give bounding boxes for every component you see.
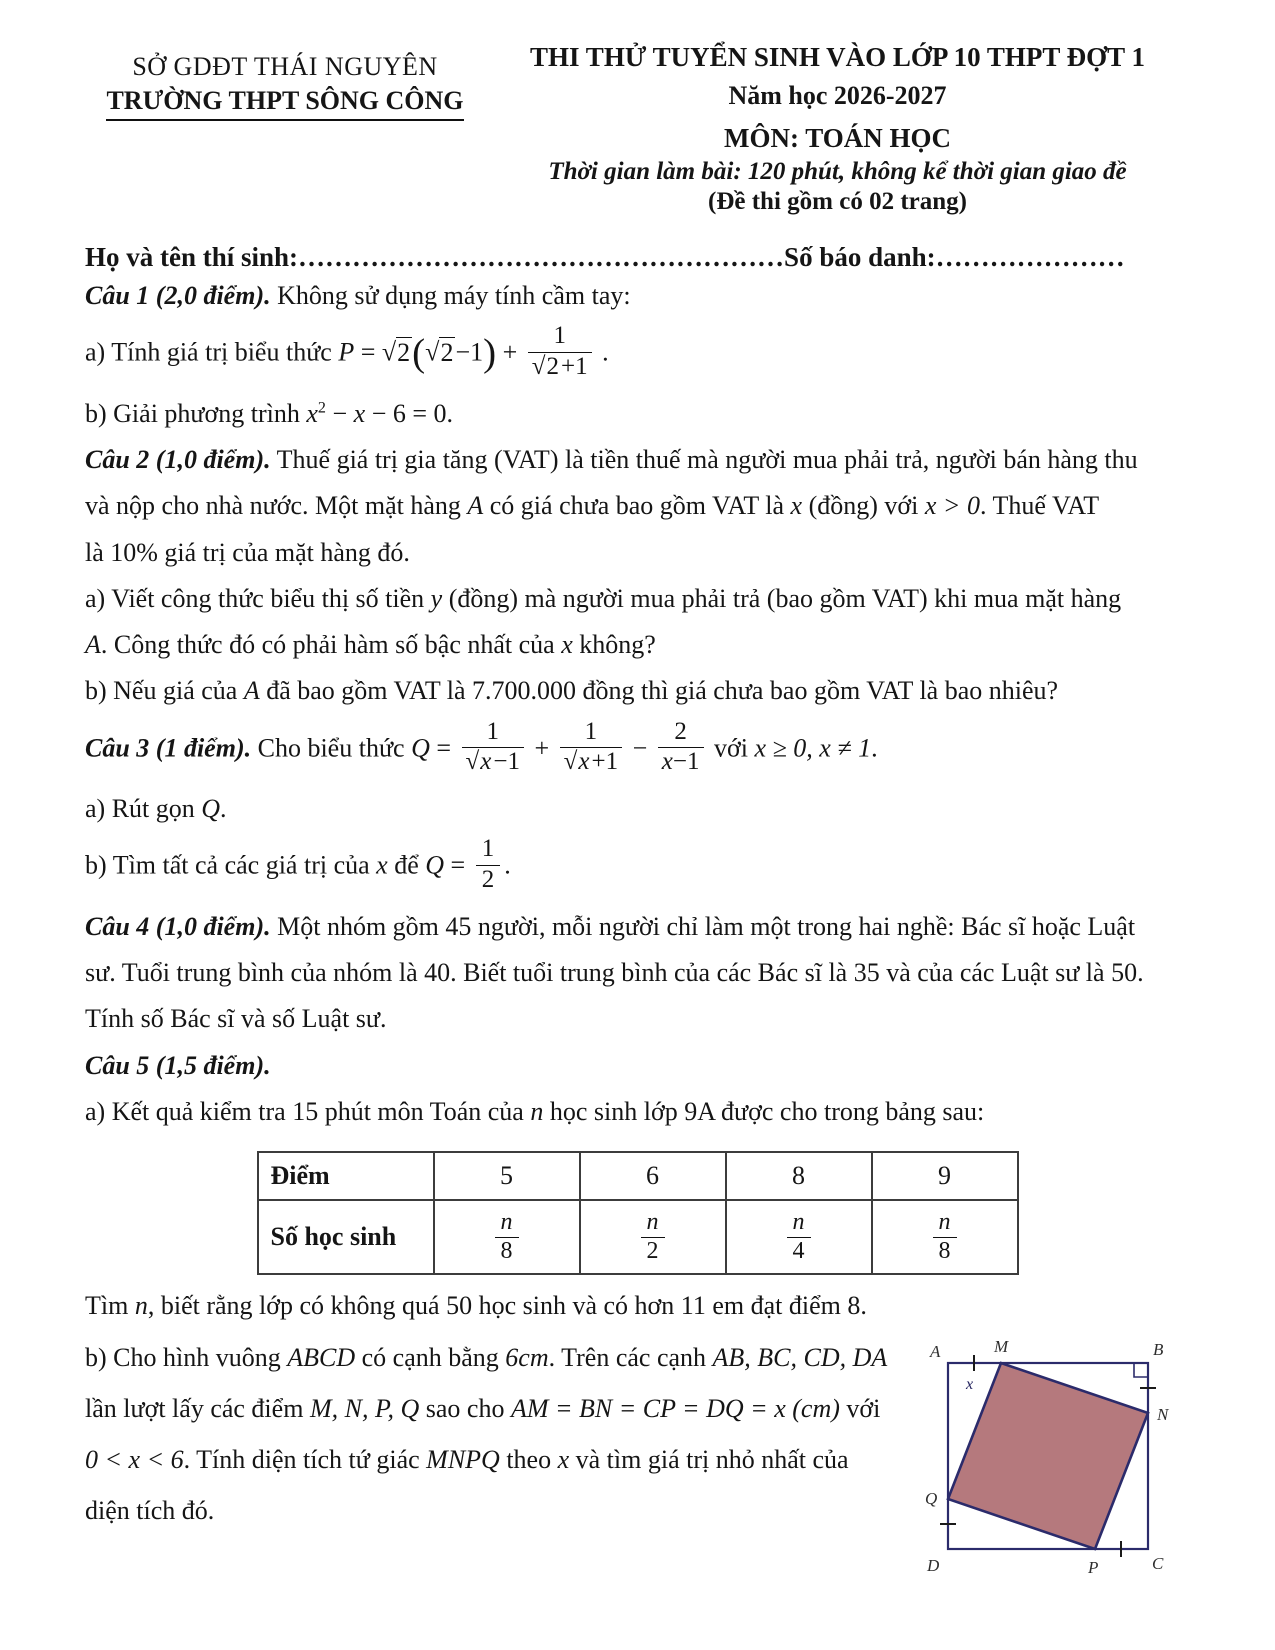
sides-list: AB, BC, CD, DA xyxy=(712,1343,888,1373)
var-A: A xyxy=(243,676,260,706)
find-text-1: Tìm xyxy=(85,1291,129,1321)
score-cell: 5 xyxy=(434,1152,580,1200)
score-cell: 8 xyxy=(726,1152,872,1200)
left-paren: ( xyxy=(412,331,426,375)
length-6cm: 6cm xyxy=(505,1343,549,1373)
q1a-prefix: a) Tính giá trị biểu thức xyxy=(85,337,332,367)
q2-line-2 xyxy=(85,483,1190,529)
sqrt-term xyxy=(382,337,412,367)
q5b-text-3b: . Tính diện tích tứ giác xyxy=(183,1444,420,1474)
radicand: 2 xyxy=(546,353,560,381)
numerator: n xyxy=(495,1209,519,1239)
q5b-text-1c: có cạnh bằng xyxy=(361,1343,499,1373)
points-list: M, N, P, Q xyxy=(309,1394,420,1424)
var-n: n xyxy=(134,1291,148,1321)
q3-intro: Cho biểu thức xyxy=(257,733,405,763)
q5b-line-1 xyxy=(85,1333,910,1384)
minus-sign: − xyxy=(632,733,648,763)
q3b-text-2: để xyxy=(394,851,419,881)
label-M: M xyxy=(994,1337,1009,1357)
score-row-label: Điểm xyxy=(258,1152,434,1200)
var-Q: Q xyxy=(201,794,221,824)
denominator xyxy=(462,748,524,777)
q4-heading: Câu 4 (1,0 điểm). xyxy=(85,911,271,941)
eq-sign: = xyxy=(436,733,452,763)
right-paren: ) xyxy=(483,331,497,375)
q1-heading-line xyxy=(85,273,1190,319)
duration-line: Thời gian làm bài: 120 phút, không kể thời gian giao đề xyxy=(548,158,1127,185)
label-B: B xyxy=(1153,1340,1164,1360)
q2b-line xyxy=(85,668,1190,714)
square-figure xyxy=(910,1333,1190,1601)
numerator: n xyxy=(933,1209,957,1239)
inequality-x: x > 0 xyxy=(924,491,980,521)
score-cell: 9 xyxy=(872,1152,1018,1200)
q5-heading: Câu 5 (1,5 điểm). xyxy=(85,1050,271,1080)
q2a-text-2: (đồng) mà người mua phải trả (bao gồm VAT) khi mua mặt hàng xyxy=(448,583,1122,613)
fraction xyxy=(560,718,622,778)
q5b-section xyxy=(85,1333,1190,1601)
q2-line-3: là 10% giá trị của mặt hàng đó. xyxy=(85,537,410,567)
numerator: n xyxy=(787,1209,811,1239)
count-cell xyxy=(872,1200,1018,1274)
label-N: N xyxy=(1157,1405,1169,1425)
count-cell xyxy=(580,1200,726,1274)
q4-line-3: Tính số Bác sĩ và số Luật sư. xyxy=(85,1004,387,1034)
denominator-tail: −1 xyxy=(493,748,520,776)
table-row-counts xyxy=(258,1200,1018,1274)
denominator-tail: −1 xyxy=(672,748,700,776)
q5b-text-3d: theo xyxy=(506,1444,552,1474)
q1a-var-P: P xyxy=(338,337,355,367)
fraction xyxy=(462,718,524,778)
label-C: C xyxy=(1152,1554,1164,1574)
q5b-text-2c: sao cho xyxy=(425,1394,505,1424)
radicand: x xyxy=(578,748,590,776)
var-A: A xyxy=(467,491,484,521)
issuing-authority-block xyxy=(85,42,485,121)
label-P: P xyxy=(1088,1558,1099,1578)
q4-line-1 xyxy=(85,904,1190,950)
numerator: 1 xyxy=(462,718,524,749)
q5b-text-3f: và tìm giá trị nhỏ nhất của xyxy=(575,1444,849,1474)
q5b-text-1a: b) Cho hình vuông xyxy=(85,1343,281,1373)
school-year: Năm học 2026-2027 xyxy=(728,81,947,110)
minus-one: −1 xyxy=(455,337,484,367)
q2-text-2a: và nộp cho nhà nước. Một mặt hàng xyxy=(85,491,461,521)
q5b-line-4: diện tích đó. xyxy=(85,1495,215,1525)
var-x: x xyxy=(561,630,573,660)
var-x: x xyxy=(353,398,366,428)
x-range: 0 < x < 6 xyxy=(85,1444,184,1474)
var-x: x xyxy=(376,851,388,881)
radicand: 2 xyxy=(440,337,454,367)
candidate-name-label: Họ và tên thí sinh: xyxy=(85,242,299,272)
q2-text-1: Thuế giá trị gia tăng (VAT) là tiền thuế mà người mua phải trả, người bán hàng thu xyxy=(276,445,1138,475)
label-Q: Q xyxy=(925,1489,938,1509)
q4-line-2: sư. Tuổi trung bình của nhóm là 40. Biết tuổi trung bình của các Bác sĩ là 35 và của các Luật sư là 50. xyxy=(85,958,1144,988)
q5b-text-2e: với xyxy=(846,1394,881,1424)
period: . xyxy=(220,794,227,824)
denominator xyxy=(560,748,622,777)
q2a-line-2 xyxy=(85,622,1190,668)
period: . xyxy=(602,337,609,367)
q5b-text-block xyxy=(85,1333,910,1601)
denominator-tail: +1 xyxy=(591,748,619,776)
with-word: với xyxy=(714,733,748,763)
candidate-id-label: Số báo danh: xyxy=(784,242,936,272)
q3b-line xyxy=(85,835,1190,898)
q3-heading: Câu 3 (1 điểm). xyxy=(85,733,252,763)
denominator-tail: +1 xyxy=(561,353,588,381)
q1-heading: Câu 1 (2,0 điểm). xyxy=(85,281,271,310)
q2-line-1 xyxy=(85,437,1190,483)
var-x: x xyxy=(557,1444,570,1474)
label-D: D xyxy=(927,1556,940,1576)
exponent: 2 xyxy=(317,399,326,417)
find-text-2: , biết rằng lớp có không quá 50 học sinh và có hơn 11 em đạt điểm 8. xyxy=(147,1291,867,1321)
q1-intro: Không sử dụng máy tính cầm tay: xyxy=(277,281,631,310)
q5b-line-3 xyxy=(85,1435,910,1486)
q5-find-line xyxy=(85,1283,1190,1329)
q2b-text-1: b) Nếu giá của xyxy=(85,676,238,706)
radicand: 2 xyxy=(397,337,411,367)
equation-tail: − 6 = 0 xyxy=(371,398,447,428)
numerator: n xyxy=(641,1209,665,1239)
candidate-id-blank: ………………… xyxy=(935,242,1125,272)
q2-text-2e: (đồng) với xyxy=(808,491,919,521)
var-ABCD: ABCD xyxy=(287,1343,356,1373)
q1a-eq: = xyxy=(360,337,376,367)
q2-heading: Câu 2 (1,0 điểm). xyxy=(85,445,271,475)
count-row-label: Số học sinh xyxy=(258,1200,434,1274)
denominator: 2 xyxy=(481,866,495,894)
department-name: SỞ GDĐT THÁI NGUYÊN xyxy=(132,52,438,81)
period: . xyxy=(504,851,511,881)
header xyxy=(85,42,1190,216)
radical-sign: √ xyxy=(381,337,397,367)
var-x: x xyxy=(661,748,673,776)
numerator: 1 xyxy=(476,835,501,866)
fraction xyxy=(658,718,704,778)
condition: x ≥ 0, x ≠ 1 xyxy=(754,733,872,763)
subject-line: MÔN: TOÁN HỌC xyxy=(723,123,951,153)
score-cell: 6 xyxy=(580,1152,726,1200)
var-x: x xyxy=(790,491,803,521)
var-y: y xyxy=(430,583,443,613)
inner-square-MNPQ xyxy=(948,1363,1148,1549)
q5b-line-2 xyxy=(85,1384,910,1435)
period: . xyxy=(446,398,454,428)
radical-sign: √ xyxy=(465,748,480,776)
q5-heading-line xyxy=(85,1043,1190,1089)
plus-sign: + xyxy=(534,733,550,763)
exam-title: THI THỬ TUYỂN SINH VÀO LỚP 10 THPT ĐỢT 1 xyxy=(530,42,1145,72)
q4-text-1: Một nhóm gồm 45 người, mỗi người chỉ làm một trong hai nghề: Bác sĩ hoặc Luật xyxy=(277,911,1136,941)
figure-container xyxy=(910,1333,1190,1601)
q3a-line xyxy=(85,786,1190,832)
exam-title-block xyxy=(485,42,1190,216)
q1b-line xyxy=(85,391,1190,437)
var-Q: Q xyxy=(425,851,445,881)
count-cell xyxy=(434,1200,580,1274)
plus-sign: + xyxy=(502,337,518,367)
var-x: x xyxy=(306,398,318,428)
q5a-line xyxy=(85,1089,1190,1135)
q2-text-2g: . Thuế VAT xyxy=(979,491,1100,521)
q2-text-2c: có giá chưa bao gồm VAT là xyxy=(489,491,785,521)
fraction xyxy=(528,322,592,382)
eq-sign: = xyxy=(450,851,466,881)
q2a-text-4: không? xyxy=(579,630,656,660)
q3-line xyxy=(85,717,1190,781)
q3a-text: a) Rút gọn xyxy=(85,794,195,824)
numerator: 2 xyxy=(658,718,704,749)
table-row-scores xyxy=(258,1152,1018,1200)
radical-sign: √ xyxy=(563,748,578,776)
denominator xyxy=(528,353,592,382)
q5a-text-1: a) Kết quả kiểm tra 15 phút môn Toán của xyxy=(85,1096,524,1126)
sqrt-term xyxy=(425,337,455,367)
candidate-line xyxy=(85,242,1190,273)
q2a-line-1 xyxy=(85,576,1190,622)
numerator: 1 xyxy=(528,322,592,353)
label-A: A xyxy=(930,1342,941,1362)
numerator: 1 xyxy=(560,718,622,749)
var-Q: Q xyxy=(411,733,430,763)
q5a-text-2: học sinh lớp 9A được cho trong bảng sau: xyxy=(549,1096,985,1126)
candidate-name-blank: ……………………………………………… xyxy=(298,242,785,272)
school-name: TRƯỜNG THPT SÔNG CÔNG xyxy=(106,86,463,121)
minus-sign: − xyxy=(332,398,348,428)
q2a-text-1: a) Viết công thức biểu thị số tiền xyxy=(85,583,425,613)
count-cell xyxy=(726,1200,872,1274)
denominator: 2 xyxy=(646,1238,659,1265)
denominator xyxy=(658,748,704,777)
fraction xyxy=(476,835,501,895)
denominator: 4 xyxy=(792,1238,805,1265)
right-angle-mark xyxy=(1134,1363,1148,1377)
label-x: x xyxy=(966,1376,974,1394)
denominator: 8 xyxy=(938,1238,951,1265)
pages-note: (Đề thi gồm có 02 trang) xyxy=(708,188,967,215)
var-n: n xyxy=(530,1096,544,1126)
q2b-text-2: đã bao gồm VAT là 7.700.000 đồng thì giá chưa bao gồm VAT là bao nhiêu? xyxy=(266,676,1059,706)
score-frequency-table xyxy=(257,1151,1019,1275)
q5b-text-1e: . Trên các cạnh xyxy=(548,1343,707,1373)
period: . xyxy=(871,733,878,763)
radical-sign: √ xyxy=(425,337,440,367)
var-MNPQ: MNPQ xyxy=(426,1444,500,1474)
equal-segments: AM = BN = CP = DQ = x (cm) xyxy=(510,1394,840,1424)
q3b-text-1: b) Tìm tất cả các giá trị của xyxy=(85,851,370,881)
q1b-prefix: b) Giải phương trình xyxy=(85,398,300,428)
radicand: x xyxy=(480,748,492,776)
radical-sign: √ xyxy=(531,353,546,381)
q1a-line xyxy=(85,322,1190,385)
q2a-text-3: . Công thức đó có phải hàm số bậc nhất của xyxy=(100,630,555,660)
q5b-text-2a: lần lượt lấy các điểm xyxy=(85,1394,304,1424)
denominator: 8 xyxy=(500,1238,513,1265)
var-A: A xyxy=(85,630,101,660)
